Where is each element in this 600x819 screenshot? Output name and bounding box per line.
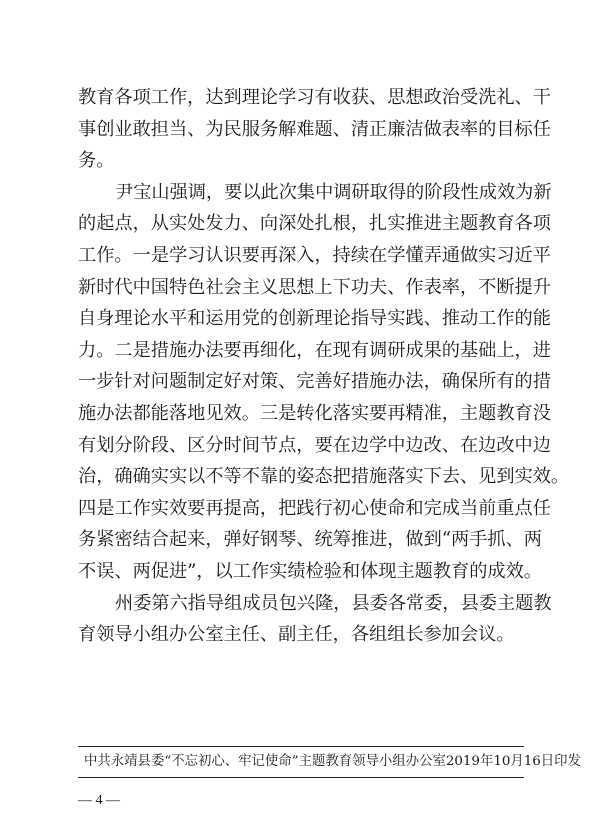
text-line: 尹宝山强调，要以此次集中调研取得的阶段性成效为新 [115, 181, 552, 203]
footer-rule-top [78, 746, 524, 747]
text-line: 不误、两促进”，以工作实绩检验和体现主题教育的成效。 [78, 560, 542, 582]
text-line: 有划分阶段、区分时间节点，要在边学中边改、在边改中边 [78, 434, 551, 456]
paragraph-2 [78, 177, 570, 588]
text-line: 新时代中国特色社会主义思想上下功夫、作表率，不断提升 [78, 276, 551, 298]
text-line: 务。 [78, 150, 115, 172]
text-line: 教育各项工作，达到理论学习有收获、思想政治受洗礼、干 [78, 87, 551, 108]
page-number: — 4 — [78, 793, 120, 808]
footer-rule-bottom [78, 777, 524, 778]
text-line: 务紧密结合起来，弹好钢琴、统筹推进，做到“两手抓、两 [78, 529, 542, 551]
text-line: 育领导小组办公室主任、副主任，各组组长参加会议。 [78, 624, 515, 646]
text-line: 力。二是措施办法要再细化，在现有调研成果的基础上，进 [78, 339, 551, 361]
footer-date: 2019年10月16日印发 [445, 754, 581, 769]
footer-issuer: 中共永靖县委“不忘初心、牢记使命”主题教育领导小组办公室 [84, 754, 446, 769]
paragraph-3 [78, 588, 552, 651]
text-line: 施办法都能落地见效。三是转化落实要再精准，主题教育没 [78, 402, 551, 424]
text-line: 四是工作实效要再提高，把践行初心使命和完成当前重点任 [78, 497, 551, 519]
text-line: 自身理论水平和运用党的创新理论指导实践、推动工作的能 [78, 308, 551, 330]
text-line: 事创业敢担当、为民服务解难题、清正廉洁做表率的目标任 [78, 118, 551, 140]
paragraph-1 [78, 82, 551, 177]
body-text [78, 82, 570, 651]
footer-imprint [84, 751, 581, 773]
text-line: 州委第六指导组成员包兴隆，县委各常委，县委主题教 [115, 592, 552, 614]
text-line: 一步针对问题制定好对策、完善好措施办法，确保所有的措 [78, 371, 551, 393]
text-line: 工作。一是学习认识要再深入，持续在学懂弄通做实习近平 [78, 244, 551, 266]
text-line: 治，确确实实以不等不靠的姿态把措施落实下去、见到实效。 [78, 466, 570, 488]
text-line: 的起点，从实处发力、向深处扎根，扎实推进主题教育各项 [78, 213, 551, 235]
